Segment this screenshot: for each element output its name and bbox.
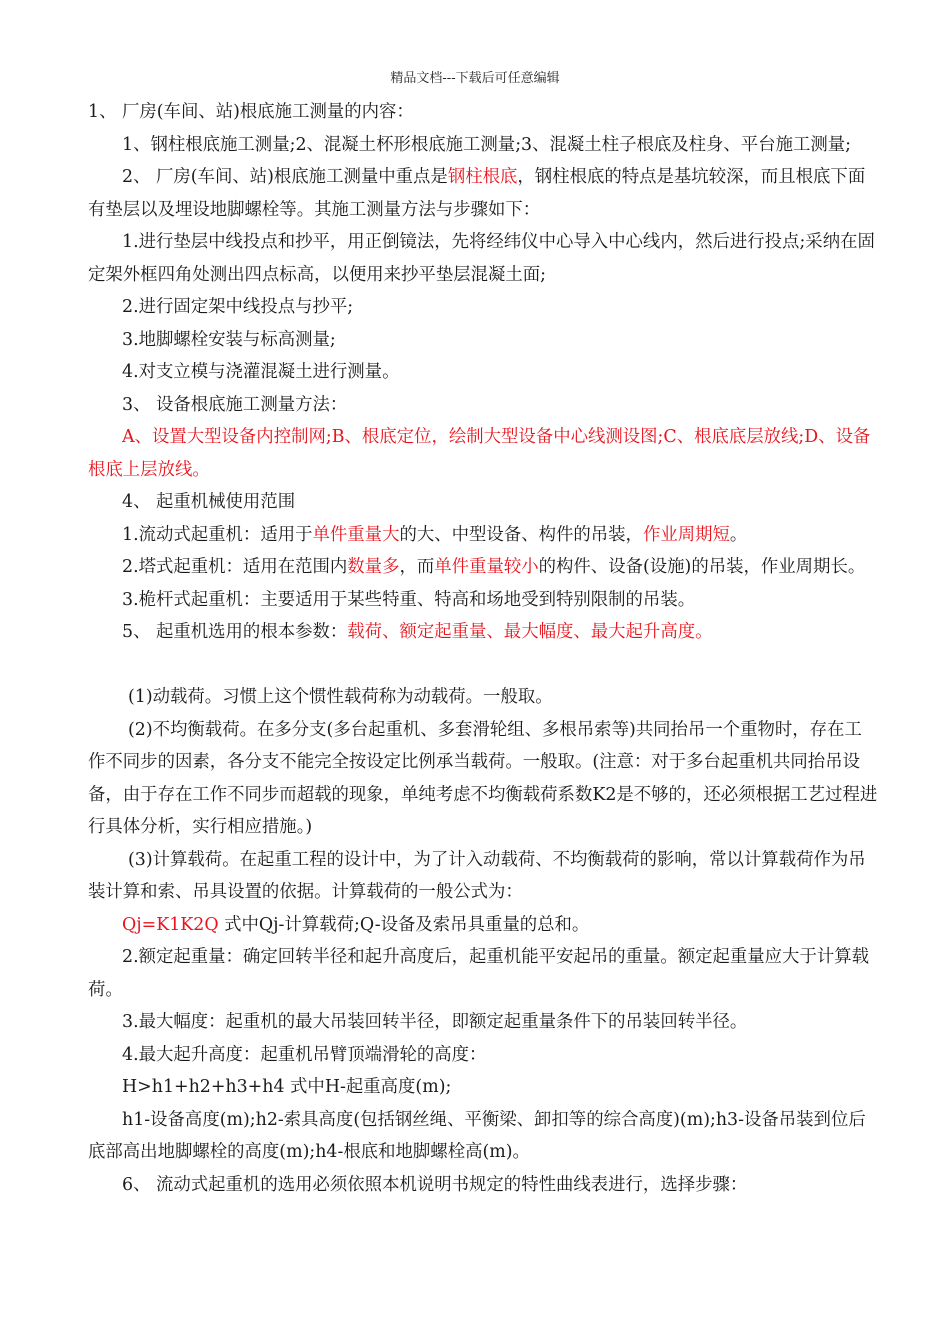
step-1: 1.进行垫层中线投点和抄平，用正倒镜法，先将经纬仪中心导入中心线内，然后进行投点;采纳在固定架外框四角处测出四点标高，以便用来抄平垫层混凝土面; (88, 232, 875, 285)
paragraph-section-1: 1、 厂房(车间、站)根底施工测量的内容： (88, 102, 414, 122)
height-formula: H>h1+h2+h3+h4 式中H-起重高度(m); (122, 1077, 452, 1097)
step-2: 2.进行固定架中线投点与抄平; (122, 297, 354, 317)
paragraph-section-4: 4、 起重机械使用范围 (122, 492, 296, 512)
paragraph-section-3: 3、 设备根底施工测量方法： (122, 394, 348, 415)
height-legend: h1-设备高度(m);h2-索具高度(包括钢丝绳、平衡梁、卸扣等的综合高度)(m);h3-设备吊装到位后底部高出地脚螺栓的高度(m);h4-根底和地脚螺栓高(m)。 (88, 1109, 866, 1162)
paragraph-section-2 (88, 161, 878, 226)
unbalanced-load: (2)不均衡载荷。在多分支(多台起重机、多套滑轮组、多根吊索等)共同抬吊一个重物时，存在工作不同步的因素，各分支不能完全按设定比例承当载荷。一般取。(注意：对于多台起重机共同抬吊设备，由于存在工作不同步而超载的现象，单纯考虑不均衡载荷系数K2是不够的，还必须根据工艺过程进行具体分析，实行相应措施。) (88, 719, 878, 837)
paragraph-section-5 (88, 616, 878, 649)
text: A、 (122, 427, 152, 447)
load-formula (88, 909, 878, 942)
crane-mast: 3.桅杆式起重机：主要适用于某些特重、特高和场地受到特别限制的吊装。 (122, 589, 696, 610)
paragraph-section-6: 6、 流动式起重机的选用必须依照本机说明书规定的特性曲线表进行，选择步骤： (122, 1174, 748, 1195)
step-4: 4.对支立模与浇灌混凝土进行测量。 (122, 362, 400, 382)
text: 的大、中型设备、构件的吊装， (399, 524, 643, 545)
max-radius: 3.最大幅度：起重机的最大吊装回转半径，即额定起重量条件下的吊装回转半径。 (122, 1012, 748, 1032)
text: 5、 起重机选用的根本参数： (122, 622, 348, 642)
highlight-text: 载荷、额定起重量、最大幅度、最大起升高度。 (347, 622, 713, 642)
highlight-text: 钢柱根底 (447, 167, 518, 187)
text: 式中Qj-计算载荷;Q-设备及索吊具重量的总和。 (218, 914, 590, 935)
text: ，钢柱根底的特点是基坑较深，而且根底下面有垫层以及埋设地脚螺栓等。其施工测量方法与步骤如下： (88, 167, 866, 220)
document-body (88, 96, 878, 1201)
text: 2.塔式起重机：适用在范围内 (122, 557, 348, 577)
crane-mobile (88, 519, 878, 552)
crane-tower (88, 551, 878, 584)
highlight-text: 作业周期短 (642, 524, 730, 545)
dynamic-load: (1)动载荷。习惯上这个惯性载荷称为动载荷。一般取。 (128, 687, 553, 707)
calculated-load: (3)计算载荷。在起重工程的设计中，为了计入动载荷、不均衡载荷的影响，常以计算载荷作为吊装计算和索、吊具设置的依据。计算载荷的一般公式为： (88, 849, 866, 902)
formula-text: Qj=K1K2Q (122, 914, 219, 935)
max-lift-height: 4.最大起升高度：起重机吊臂顶端滑轮的高度： (122, 1044, 487, 1065)
blank-line (88, 649, 878, 682)
page-header: 精品文档---下载后可任意编辑 (390, 71, 560, 86)
step-3: 3.地脚螺栓安装与标高测量; (122, 329, 336, 350)
text: ，而 (399, 557, 435, 577)
text: 。 (729, 524, 748, 545)
text: 1.流动式起重机：适用于 (122, 524, 313, 545)
highlight-text: 单件重量较小 (434, 557, 539, 577)
rated-capacity: 2.额定起重量：确定回转半径和起升高度后，起重机能平安起吊的重量。额定起重量应大于计算载荷。 (88, 947, 870, 1000)
highlight-text: 数量多 (347, 557, 400, 577)
highlight-text: 设置大型设备内控制网;B、根底定位，绘制大型设备中心线测设图;C、根底底层放线;D、设备根底上层放线。 (88, 427, 871, 480)
text: 的构件、设备(设施)的吊装，作业周期长。 (538, 557, 866, 577)
text: 2、 厂房(车间、站)根底施工测量中重点是 (122, 167, 448, 187)
paragraph-section-3-methods (88, 421, 878, 486)
highlight-text: 单件重量大 (312, 524, 400, 545)
paragraph-section-1-items: 1、钢柱根底施工测量;2、混凝土杯形根底施工测量;3、混凝土柱子根底及柱身、平台施工测量; (122, 134, 852, 155)
